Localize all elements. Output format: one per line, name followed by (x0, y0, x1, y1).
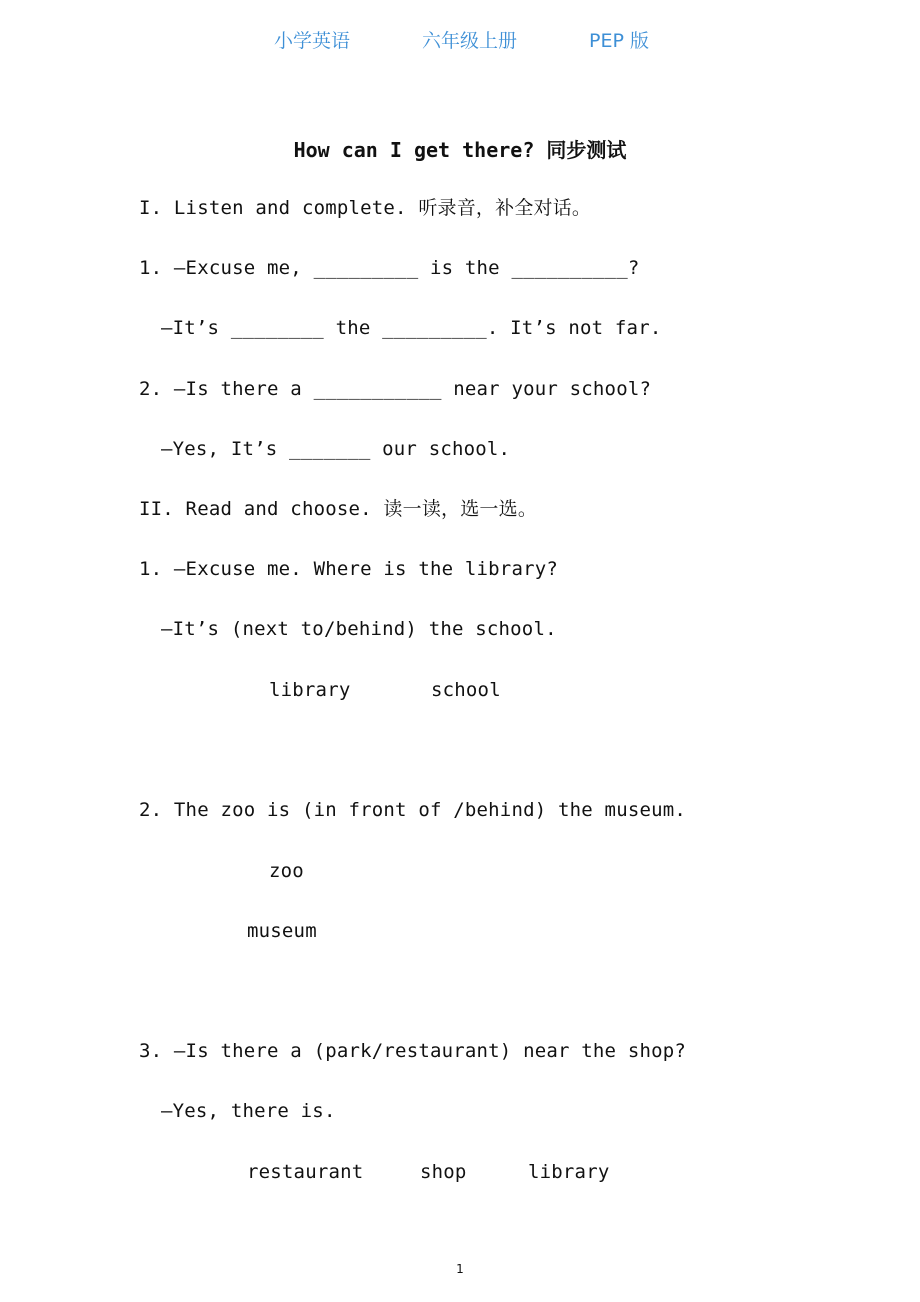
section1-q2-line2: —Yes, It’s _______ our school. (161, 438, 511, 460)
section1-q2-line1: 2. —Is there a ___________ near your school? (139, 378, 652, 400)
section2-q1-line1: 1. —Excuse me. Where is the library? (139, 558, 559, 580)
section2-q1-line2: —It’s (next to/behind) the school. (161, 618, 557, 640)
section2-q3-line2: —Yes, there is. (161, 1100, 336, 1122)
picture-label-museum: museum (247, 920, 317, 942)
page-number: 1 (456, 1262, 464, 1276)
picture-label-restaurant: restaurant (247, 1161, 364, 1183)
picture-label-school: school (431, 679, 501, 701)
header-edition: PEP 版 (589, 30, 649, 52)
picture-label-library-2: library (528, 1161, 610, 1183)
picture-label-zoo: zoo (269, 860, 304, 882)
section2-q2-line1: 2. The zoo is (in front of /behind) the museum. (139, 799, 687, 821)
picture-label-shop: shop (420, 1161, 467, 1183)
page-header (0, 26, 920, 54)
header-subject: 小学英语 (274, 30, 351, 52)
section2-heading: II. Read and choose. 读一读，选一选。 (139, 498, 538, 520)
section2-q3-line1: 3. —Is there a (park/restaurant) near the shop? (139, 1040, 687, 1062)
section1-q1-line1: 1. —Excuse me, _________ is the __________? (139, 257, 640, 279)
section1-heading: I. Listen and complete. 听录音，补全对话。 (139, 197, 592, 219)
picture-label-library: library (269, 679, 351, 701)
header-grade: 六年级上册 (422, 30, 518, 52)
section1-q1-line2: —It’s ________ the _________. It’s not far. (161, 317, 662, 339)
document-title: How can I get there? 同步测试 (293, 138, 627, 162)
